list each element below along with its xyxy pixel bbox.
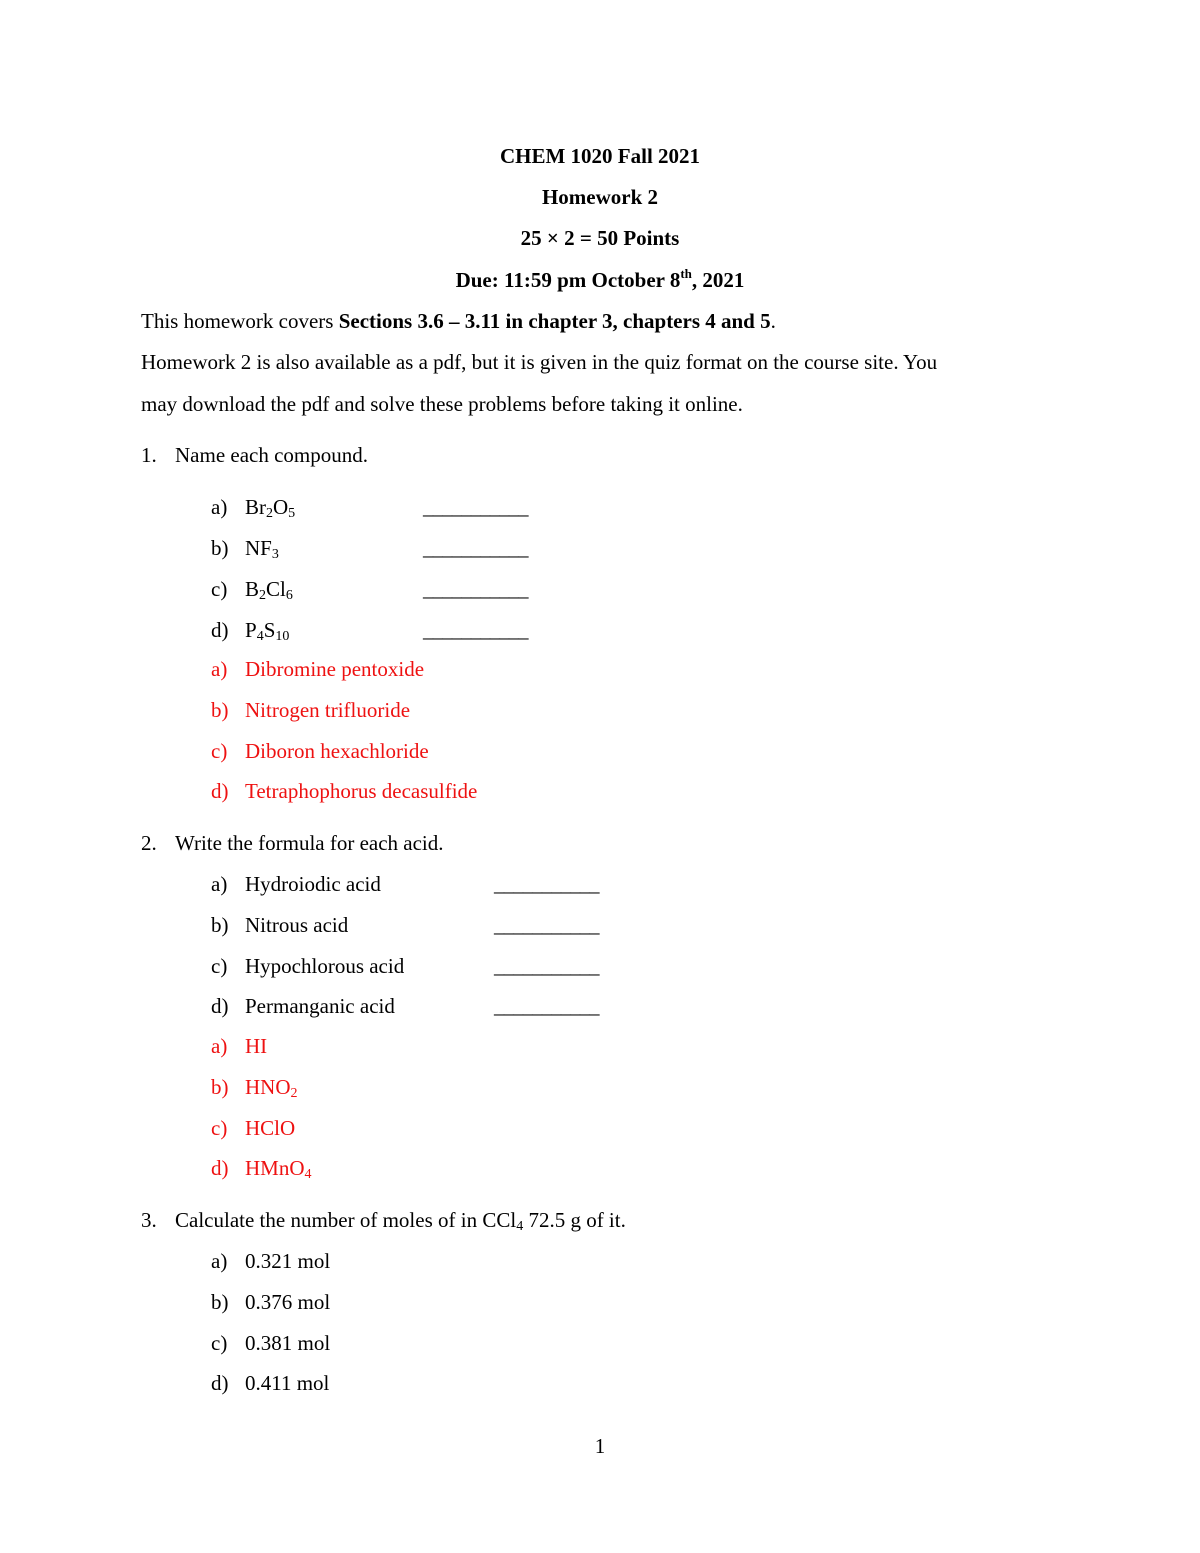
answer-formula: HMnO bbox=[245, 1156, 305, 1180]
q3-option-c[interactable] bbox=[211, 1333, 330, 1354]
formula-part: O bbox=[273, 495, 289, 519]
q2-item-d bbox=[211, 996, 395, 1017]
formula-part: P bbox=[245, 618, 257, 642]
due-sup: th bbox=[680, 266, 692, 281]
q1-answer-b bbox=[211, 700, 410, 721]
q2-answer-c bbox=[211, 1118, 295, 1139]
answer-label: c) bbox=[211, 1116, 228, 1140]
q3-text-prefix: Calculate the number of moles of in CCl bbox=[175, 1208, 517, 1232]
item-label: d) bbox=[211, 994, 229, 1018]
formula-sub: 3 bbox=[271, 547, 279, 562]
q2-item-c bbox=[211, 956, 404, 977]
answer-formula: HI bbox=[245, 1034, 268, 1058]
answer-blank[interactable]: ___________ bbox=[494, 913, 599, 937]
answer-text: Dibromine pentoxide bbox=[245, 657, 425, 681]
item-label: d) bbox=[211, 618, 229, 642]
covers-prefix: This homework covers bbox=[141, 309, 339, 333]
option-text: 0.376 mol bbox=[245, 1290, 331, 1314]
answer-formula: HNO bbox=[245, 1075, 291, 1099]
due-suffix: , 2021 bbox=[691, 268, 745, 292]
item-text: Hypochlorous acid bbox=[245, 954, 405, 978]
answer-blank[interactable]: ___________ bbox=[423, 536, 528, 560]
q3-text-suffix: 72.5 g of it. bbox=[523, 1208, 626, 1232]
intro-line-3: may download the pdf and solve these problems before taking it online. bbox=[141, 392, 743, 416]
answer-sub: 2 bbox=[290, 1086, 298, 1101]
q1-answer-c bbox=[211, 741, 429, 762]
q1-text: Name each compound. bbox=[175, 443, 369, 467]
q1-answer-d bbox=[211, 781, 477, 802]
q3-number: 3. bbox=[141, 1208, 157, 1232]
item-text: Nitrous acid bbox=[245, 913, 349, 937]
answer-text: Diboron hexachloride bbox=[245, 739, 429, 763]
formula-sub: 10 bbox=[275, 629, 290, 644]
points-line: 25 × 2 = 50 Points bbox=[520, 226, 680, 250]
covers-bold: Sections 3.6 – 3.11 in chapter 3, chapters 4 and 5 bbox=[338, 309, 771, 333]
option-text: 0.381 mol bbox=[245, 1331, 331, 1355]
answer-label: b) bbox=[211, 1075, 229, 1099]
q2-text: Write the formula for each acid. bbox=[175, 831, 444, 855]
item-label: a) bbox=[211, 495, 228, 519]
intro-covers bbox=[141, 311, 776, 332]
item-text: Hydroiodic acid bbox=[245, 872, 381, 896]
item-label: b) bbox=[211, 536, 229, 560]
q2-answer-d bbox=[211, 1156, 312, 1182]
q3-text-sub: 4 bbox=[516, 1219, 524, 1234]
formula-part: Br bbox=[245, 495, 266, 519]
answer-label: d) bbox=[211, 1156, 229, 1180]
answer-blank[interactable]: ___________ bbox=[494, 994, 599, 1018]
answer-sub: 4 bbox=[304, 1167, 312, 1182]
covers-suffix: . bbox=[770, 309, 776, 333]
q2-item-a bbox=[211, 874, 381, 895]
option-label: c) bbox=[211, 1331, 228, 1355]
item-text: Permanganic acid bbox=[245, 994, 395, 1018]
answer-label: a) bbox=[211, 1034, 228, 1058]
q2-question bbox=[141, 833, 444, 854]
q1-item-c bbox=[211, 577, 293, 603]
option-label: d) bbox=[211, 1371, 229, 1395]
option-text: 0.411 mol bbox=[245, 1371, 330, 1395]
formula-part: S bbox=[263, 618, 276, 642]
option-label: a) bbox=[211, 1249, 228, 1273]
q2-answer-a bbox=[211, 1036, 267, 1057]
answer-blank[interactable]: ___________ bbox=[423, 495, 528, 519]
q1-number: 1. bbox=[141, 443, 157, 467]
due-line bbox=[0, 266, 1200, 292]
q3-option-d[interactable] bbox=[211, 1373, 329, 1394]
q2-number: 2. bbox=[141, 831, 157, 855]
q1-item-b bbox=[211, 536, 279, 562]
formula-sub: 4 bbox=[256, 629, 264, 644]
item-label: c) bbox=[211, 577, 228, 601]
formula-sub: 6 bbox=[285, 588, 293, 603]
answer-label: b) bbox=[211, 698, 229, 722]
q1-item-a bbox=[211, 495, 296, 521]
answer-text: Nitrogen trifluoride bbox=[245, 698, 411, 722]
item-label: c) bbox=[211, 954, 228, 978]
intro-line-2: Homework 2 is also available as a pdf, but it is given in the quiz format on the course site. You bbox=[141, 350, 938, 374]
formula-part: B bbox=[245, 577, 260, 601]
q3-option-b[interactable] bbox=[211, 1292, 330, 1313]
formula-part: NF bbox=[245, 536, 272, 560]
due-prefix: Due: 11:59 pm October 8 bbox=[455, 268, 681, 292]
answer-blank[interactable]: ___________ bbox=[494, 872, 599, 896]
q1-question bbox=[141, 445, 368, 466]
option-label: b) bbox=[211, 1290, 229, 1314]
q3-option-a[interactable] bbox=[211, 1251, 330, 1272]
answer-label: a) bbox=[211, 657, 228, 681]
formula-sub: 2 bbox=[266, 506, 273, 521]
answer-blank[interactable]: ___________ bbox=[423, 577, 528, 601]
answer-text: Tetraphophorus decasulfide bbox=[245, 779, 478, 803]
q1-item-d bbox=[211, 618, 290, 644]
answer-label: d) bbox=[211, 779, 229, 803]
answer-label: c) bbox=[211, 739, 228, 763]
answer-blank[interactable]: ___________ bbox=[423, 618, 528, 642]
option-text: 0.321 mol bbox=[245, 1249, 331, 1273]
page-number: 1 bbox=[594, 1434, 606, 1458]
q3-question bbox=[141, 1208, 626, 1234]
assignment-title: Homework 2 bbox=[541, 185, 659, 209]
answer-blank[interactable]: ___________ bbox=[494, 954, 599, 978]
q2-item-b bbox=[211, 915, 348, 936]
formula-sub: 5 bbox=[288, 506, 296, 521]
item-label: a) bbox=[211, 872, 228, 896]
formula-part: Cl bbox=[266, 577, 286, 601]
q2-answer-b bbox=[211, 1075, 298, 1101]
formula-sub: 2 bbox=[259, 588, 267, 603]
item-label: b) bbox=[211, 913, 229, 937]
answer-formula: HClO bbox=[245, 1116, 296, 1140]
course-title: CHEM 1020 Fall 2021 bbox=[499, 144, 701, 168]
q1-answer-a bbox=[211, 659, 424, 680]
